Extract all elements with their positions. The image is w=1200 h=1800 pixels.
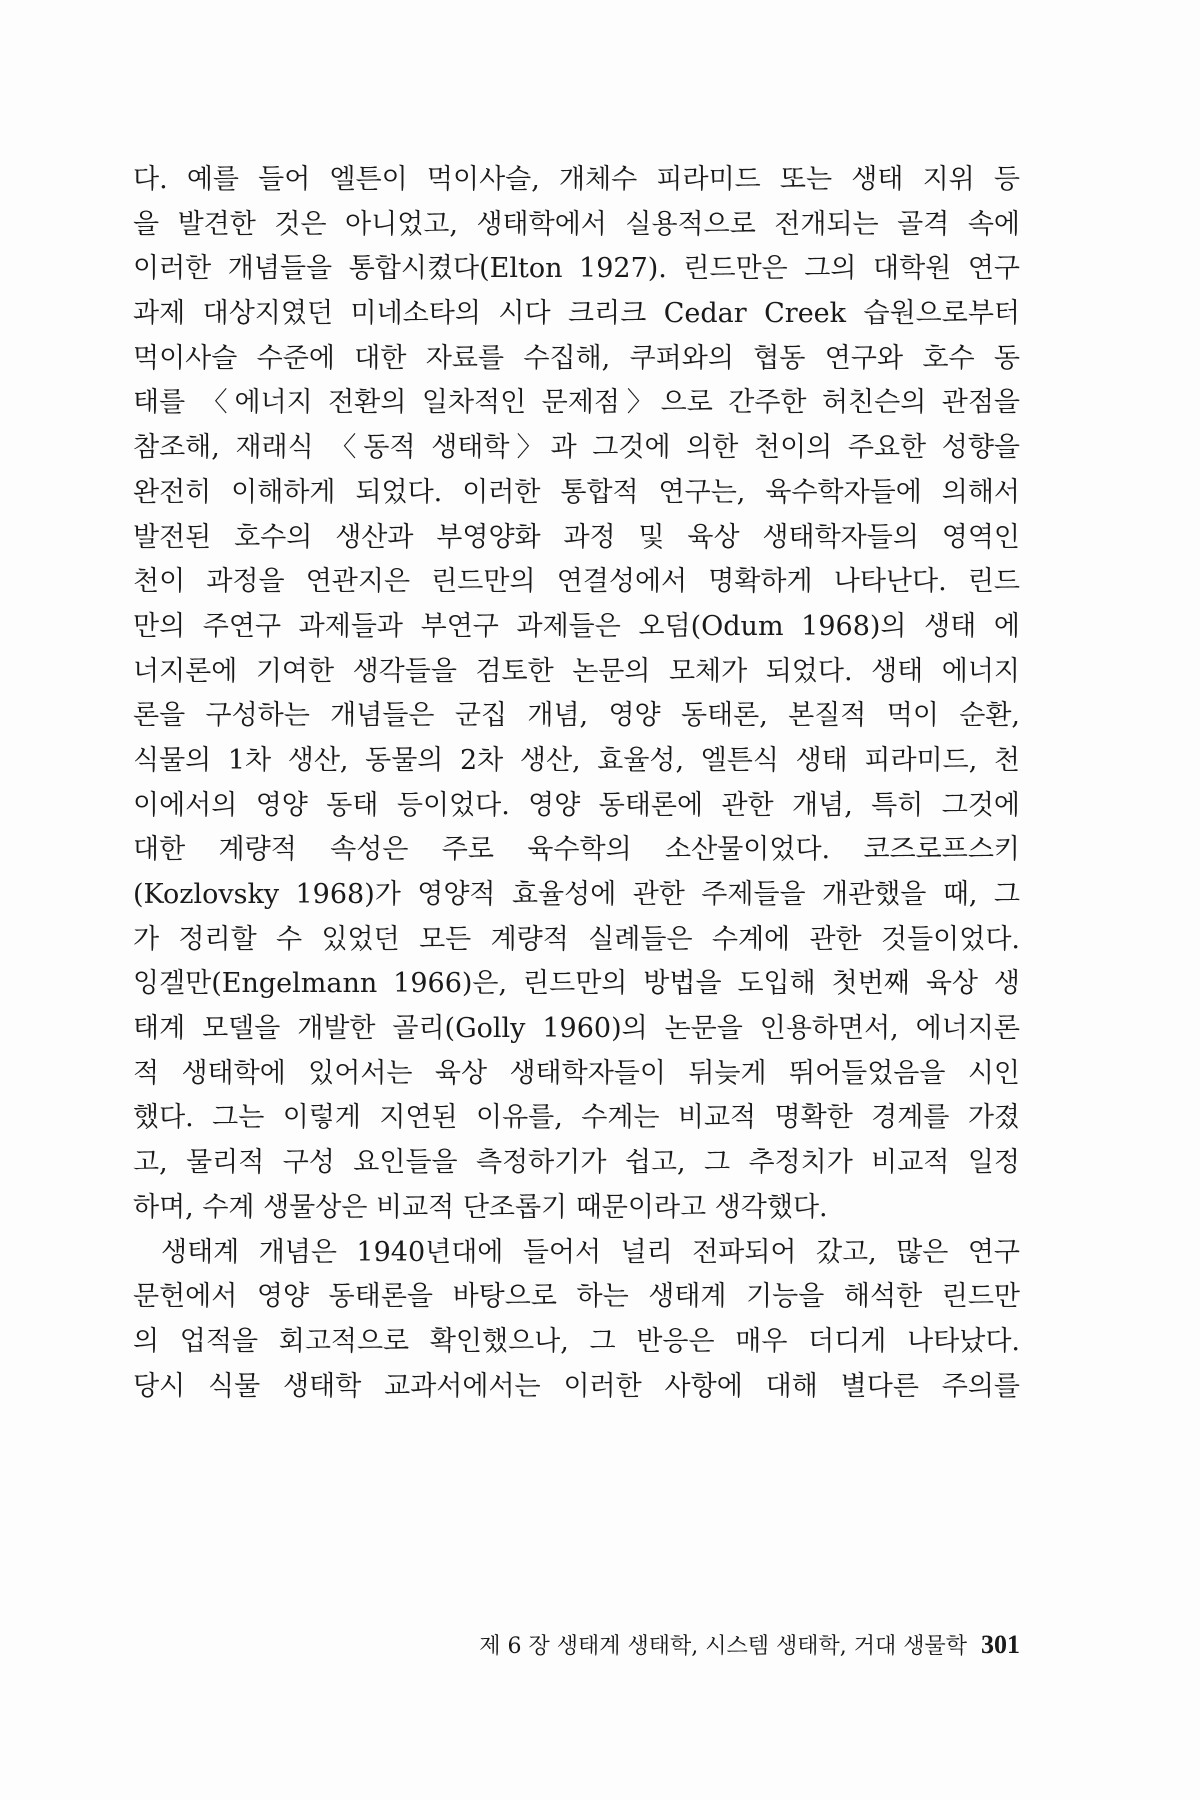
- text-line: 이에서의 영양 동태 등이었다. 영양 동태론에 관한 개념, 특히 그것에: [133, 789, 1020, 821]
- text-line: 문헌에서 영양 동태론을 바탕으로 하는 생태계 기능을 해석한 린드만: [133, 1281, 1020, 1313]
- paragraph-last-line: 하며, 수계 생물상은 비교적 단조롭기 때문이라고 생각했다.: [133, 1191, 828, 1223]
- text-line: 적 생태학에 있어서는 육상 생태학자들이 뒤늦게 뛰어들었음을 시인: [133, 1057, 1020, 1089]
- text-line: 당시 식물 생태학 교과서에서는 이러한 사항에 대해 별다른 주의를: [133, 1370, 1020, 1402]
- text-line: 과제 대상지였던 미네소타의 시다 크리크 Cedar Creek 습원으로부터: [133, 298, 1020, 330]
- text-line: 대한 계량적 속성은 주로 육수학의 소산물이었다. 코즈로프스키: [133, 834, 1020, 866]
- text-line: 이러한 개념들을 통합시켰다(Elton 1927). 린드만은 그의 대학원 연구: [133, 253, 1020, 285]
- paragraph-first-line: 생태계 개념은 1940년대에 들어서 널리 전파되어 갔고, 많은 연구: [161, 1236, 1020, 1268]
- text-line: 식물의 1차 생산, 동물의 2차 생산, 효율성, 엘튼식 생태 피라미드, 천: [133, 744, 1020, 776]
- text-line: 태계 모델을 개발한 골리(Golly 1960)의 논문을 인용하면서, 에너지론: [133, 1013, 1020, 1045]
- text-line: 가 정리할 수 있었던 모든 계량적 실례들은 수계에 관한 것들이었다.: [133, 923, 1020, 955]
- running-head: 제 6 장 생태계 생태학, 시스템 생태학, 거대 생물학: [479, 1634, 967, 1659]
- text-line: 다. 예를 들어 엘튼이 먹이사슬, 개체수 피라미드 또는 생태 지위 등: [133, 164, 1020, 195]
- text-line: 론을 구성하는 개념들은 군집 개념, 영양 동태론, 본질적 먹이 순환,: [133, 700, 1020, 732]
- text-line: 발전된 호수의 생산과 부영양화 과정 및 육상 생태학자들의 영역인: [133, 521, 1020, 553]
- text-line: 천이 과정을 연관지은 린드만의 연결성에서 명확하게 나타난다. 린드: [133, 566, 1020, 598]
- text-line: 태를 〈에너지 전환의 일차적인 문제점〉으로 간주한 허친슨의 관점을: [133, 387, 1020, 419]
- text-line: 했다. 그는 이렇게 지연된 이유를, 수계는 비교적 명확한 경계를 가졌: [133, 1102, 1020, 1134]
- text-line: 너지론에 기여한 생각들을 검토한 논문의 모체가 되었다. 생태 에너지: [133, 655, 1020, 687]
- text-line: 참조해, 재래식 〈동적 생태학〉과 그것에 의한 천이의 주요한 성향을: [133, 432, 1020, 464]
- text-line: 고, 물리적 구성 요인들을 측정하기가 쉽고, 그 추정치가 비교적 일정: [133, 1147, 1020, 1179]
- page-footer: [479, 1625, 1020, 1665]
- body-text: [133, 158, 1020, 1409]
- text-line: 잉겔만(Engelmann 1966)은, 린드만의 방법을 도입해 첫번째 육상 생: [133, 968, 1020, 1000]
- text-line: (Kozlovsky 1968)가 영양적 효율성에 관한 주제들을 개관했을 때, 그: [133, 879, 1020, 910]
- text-line: 완전히 이해하게 되었다. 이러한 통합적 연구는, 육수학자들에 의해서: [133, 476, 1020, 508]
- text-line: 만의 주연구 과제들과 부연구 과제들은 오덤(Odum 1968)의 생태 에: [133, 610, 1020, 642]
- text-line: 의 업적을 회고적으로 확인했으나, 그 반응은 매우 더디게 나타났다.: [133, 1325, 1020, 1357]
- page-number: 301: [981, 1630, 1020, 1659]
- text-line: 먹이사슬 수준에 대한 자료를 수집해, 쿠퍼와의 협동 연구와 호수 동: [133, 342, 1020, 374]
- text-line: 을 발견한 것은 아니었고, 생태학에서 실용적으로 전개되는 골격 속에: [133, 208, 1020, 240]
